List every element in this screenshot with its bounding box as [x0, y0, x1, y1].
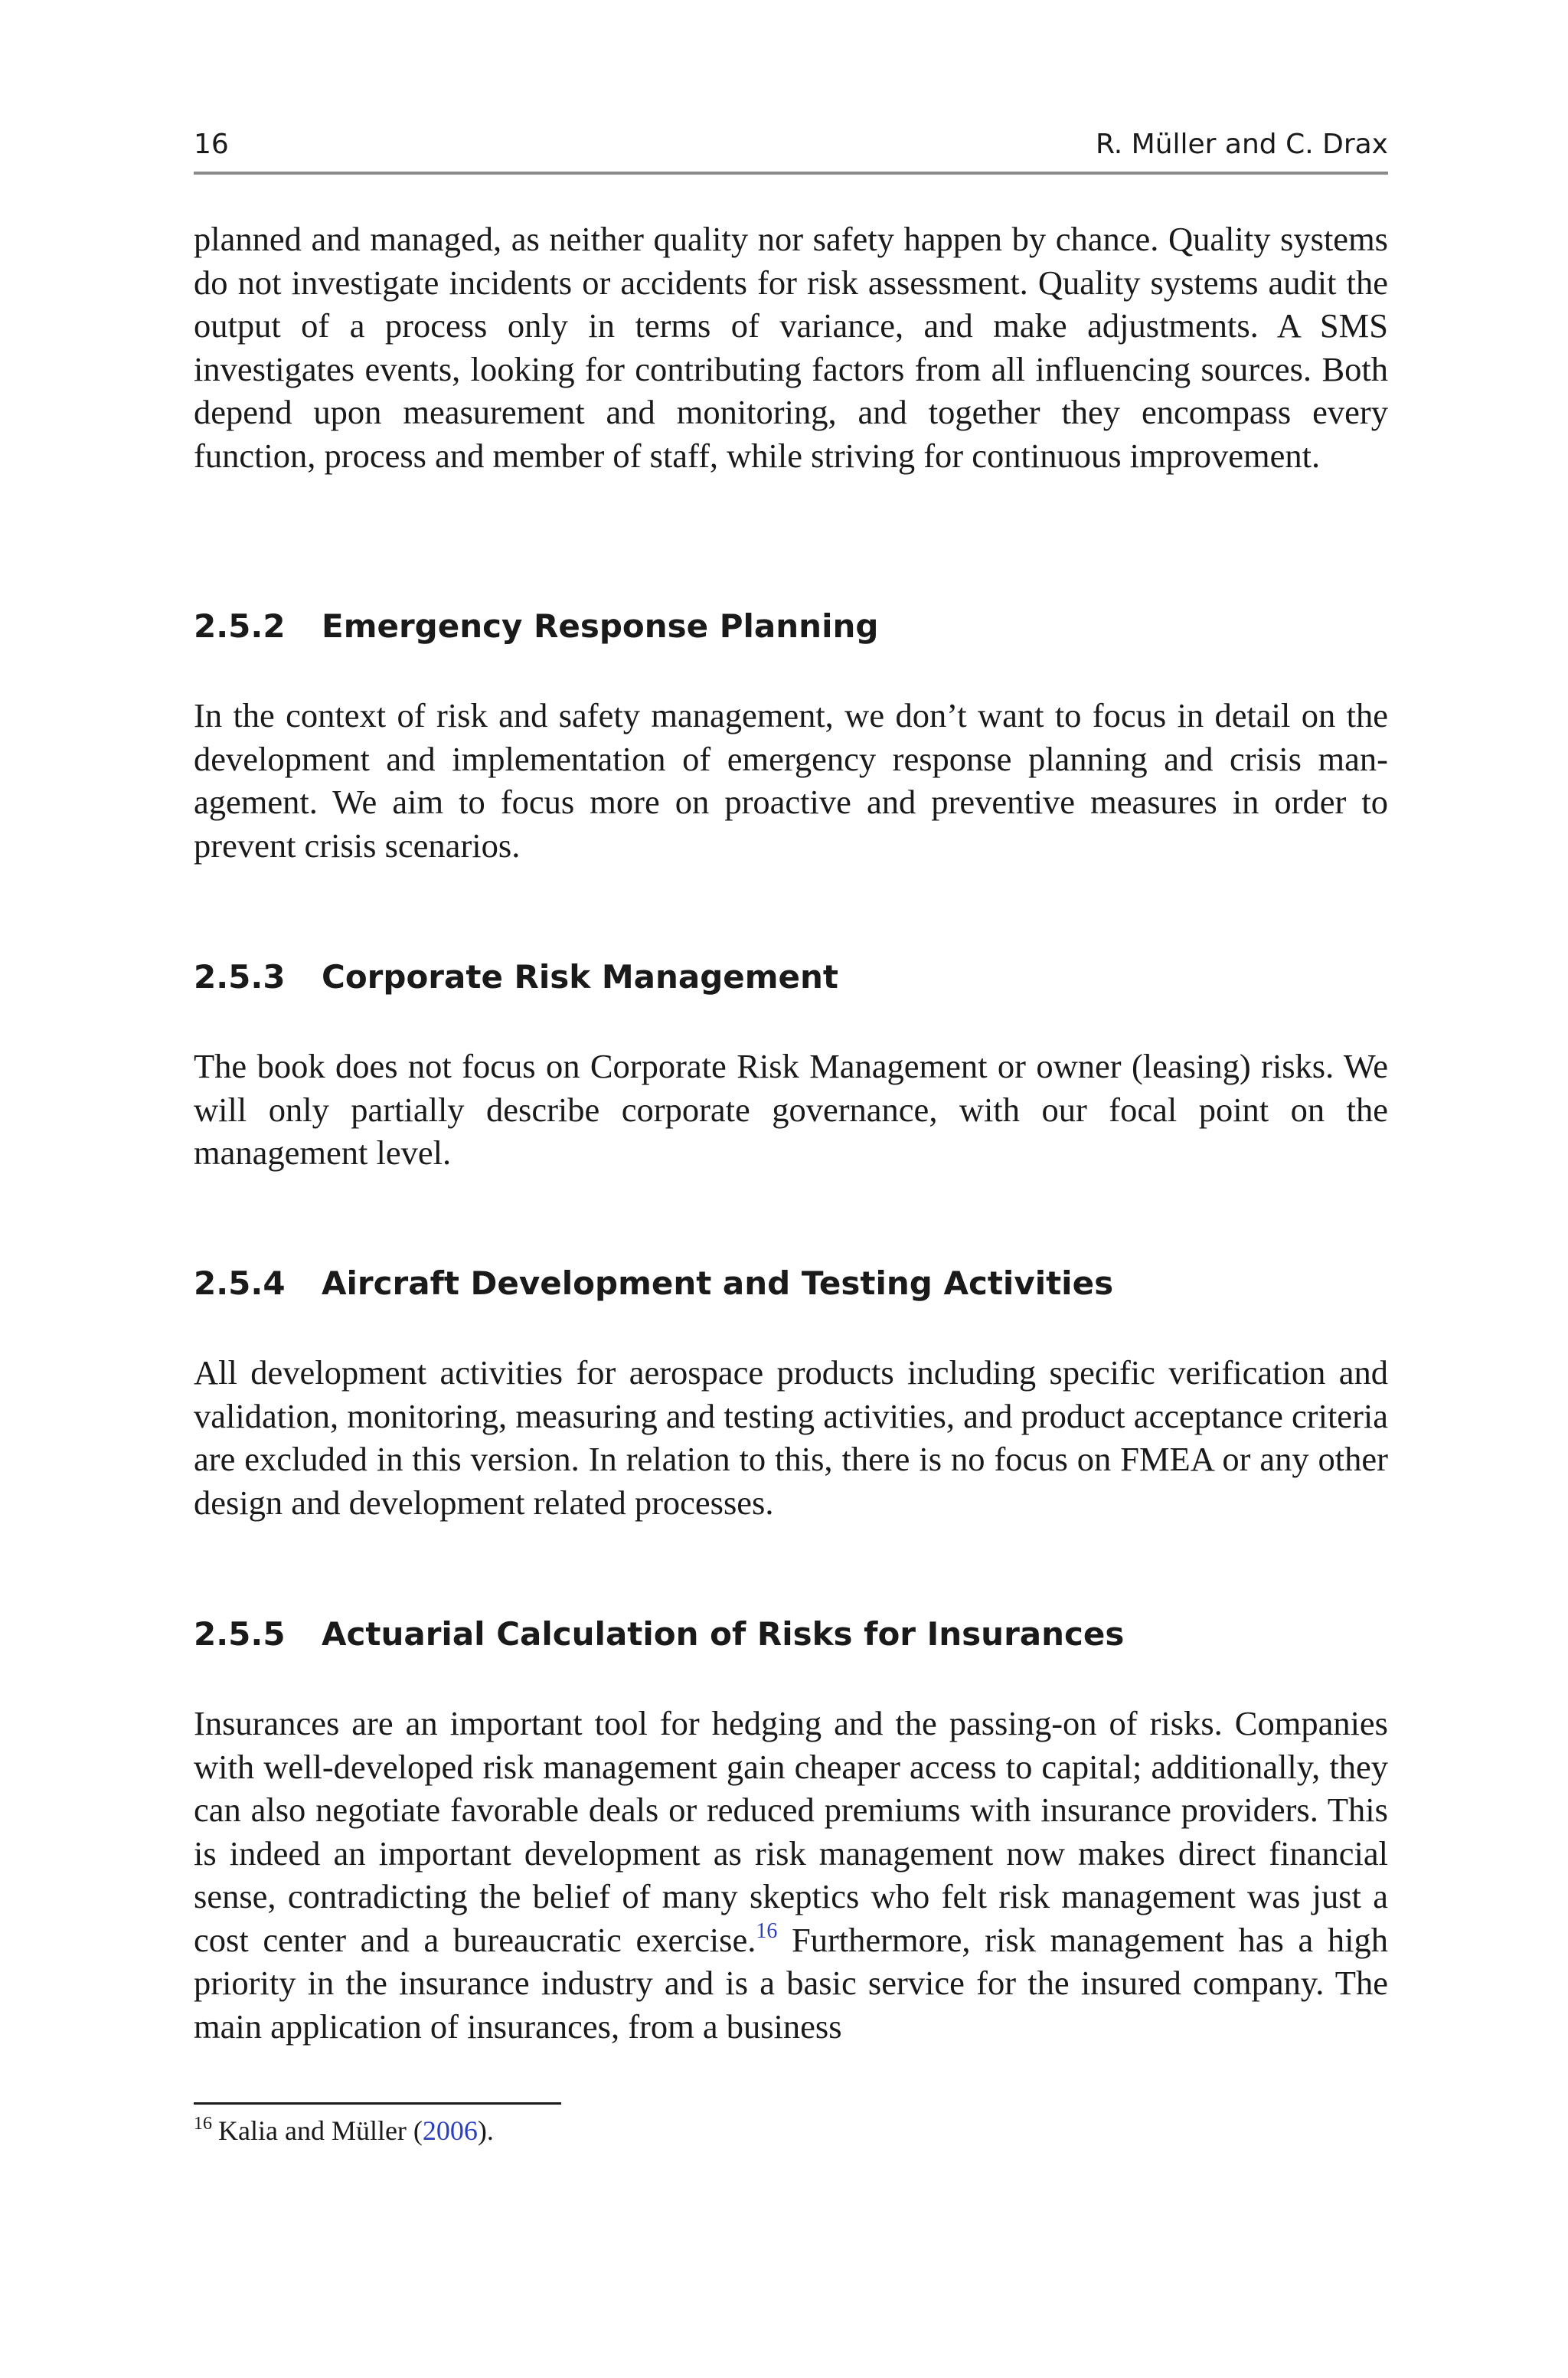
- paragraph-actuarial: [194, 1702, 1388, 2048]
- section-number: 2.5.2: [194, 607, 286, 645]
- section-title: Actuarial Calculation of Risks for Insurances: [322, 1615, 1125, 1653]
- paragraph-aircraft-development: All development activities for aerospace products including specific verification and validation, monitoring, measuring and testing activities, and product acceptance criteria are excluded in this version. In relation to this, there is no focus on FMEA or any other design and development related processes.: [194, 1353, 1388, 1522]
- section-number: 2.5.3: [194, 958, 286, 996]
- section-heading-2-5-3: [194, 956, 1388, 999]
- paragraph-text: Insurances are an important tool for hedging and the passing-on of risks. Companies with well-developed risk management gain cheaper access to capital; additionally, they can also negotiate favorable deals or reduced premiums with insurance providers. This is indeed an important development as risk management now makes direct financial sense, contradicting the belief of many skeptics who felt risk management was just a cost center and a bureaucratic exercise.: [194, 1704, 1388, 1959]
- footnote: [194, 2111, 1388, 2150]
- header-rule: [194, 172, 1388, 175]
- section-number: 2.5.5: [194, 1615, 286, 1653]
- paragraph-corporate-risk: The book does not focus on Corporate Risk Management or owner (leasing) risks. We will only partially describe corporate governance, with our focal point on the management level.: [194, 1047, 1388, 1172]
- section-title: Corporate Risk Management: [322, 958, 838, 996]
- section-heading-2-5-2: [194, 605, 1388, 648]
- footnote-number: 16: [194, 2114, 212, 2134]
- footnote-reference-link[interactable]: 16: [756, 1918, 778, 1943]
- footnote-text: ).: [477, 2115, 494, 2146]
- running-head: [194, 123, 1388, 168]
- footnote-text: Kalia and Müller (: [218, 2115, 423, 2146]
- paragraph-intro: planned and managed, as neither quality nor safety happen by chance. Quality systems do not investigate incidents or accidents for risk assessment. Quality systems audit the output of a process only in terms of variance, and make adjustments. A SMS investigates events, looking for contributing factors from all influencing sources. Both depend upon measurement and monitoring, and together they encompass every function, process and member of staff, while striving for continuous improvement.: [194, 220, 1388, 475]
- running-head-authors: R. Müller and C. Drax: [1096, 129, 1388, 160]
- footnote-rule: [194, 2102, 561, 2105]
- paragraph-emergency-response: In the context of risk and safety management, we don’t want to focus in detail on the development and implementation of emergency response planning and crisis management. We aim to focus more on proactive and preventive measures in order to prevent crisis scenarios.: [194, 696, 1388, 865]
- section-title: Emergency Response Planning: [322, 607, 879, 645]
- page-number: 16: [194, 129, 229, 160]
- citation-link[interactable]: 2006: [422, 2115, 478, 2146]
- section-heading-2-5-4: [194, 1262, 1388, 1305]
- paragraph-text: Furthermore, risk management has a high priority in the insurance industry and is a basic service for the insured company. The main application of insurances, from a business: [194, 1920, 1389, 2046]
- section-number: 2.5.4: [194, 1264, 286, 1302]
- section-title: Aircraft Development and Testing Activities: [322, 1264, 1114, 1302]
- section-heading-2-5-5: [194, 1613, 1388, 1656]
